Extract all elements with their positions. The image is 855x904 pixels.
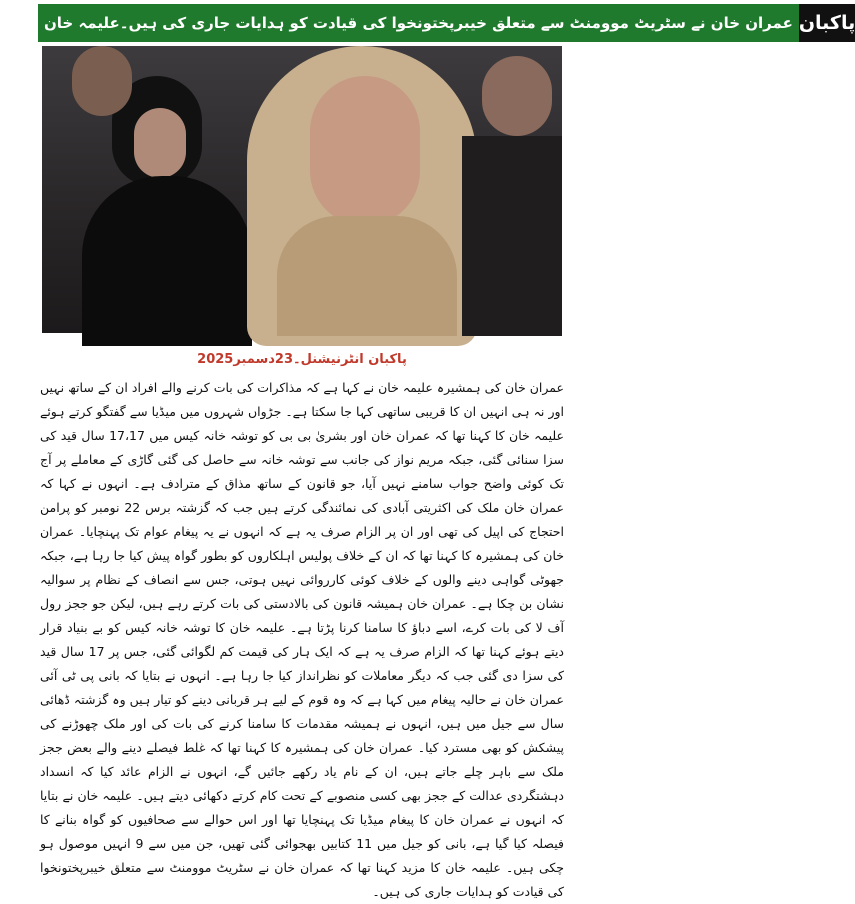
- photo-shawl-fold: [277, 216, 457, 336]
- news-photo: [42, 46, 562, 333]
- photo-body-right: [462, 136, 562, 336]
- photo-figure-back-left: [72, 46, 132, 116]
- photo-face-left: [134, 108, 186, 178]
- header-banner: [38, 4, 855, 42]
- brand-logo: پاکبان: [799, 4, 855, 42]
- headline: عمران خان نے سٹریٹ موومنٹ سے متعلق خیبرپختونخوا کی قیادت کو ہدایات جاری کی ہیں۔علیمہ خان: [38, 4, 799, 42]
- photo-face-center: [310, 76, 420, 226]
- photo-figure-right: [482, 56, 552, 136]
- article-body: عمران خان کی ہمشیرہ علیمہ خان نے کہا ہے کہ مذاکرات کی بات کرنے والے افراد ان کے ساتھ نہیں اور نہ ہی انہیں ان کا قریبی ساتھی کہا جا سکتا ہے۔ جڑواں شہروں میں میڈیا سے گفتگو کرتے ہوئے علیمہ خان کا کہنا تھا کہ عمران خان اور بشریٰ بی بی کو توشہ خانہ کیس میں 17،17 سال قید کی سزا سنائی گئی، جبکہ مریم نواز کی جانب سے توشہ خانہ سے حاصل کی گئی گاڑی کے معاملے پر آج تک کوئی واضح جواب سامنے نہیں آیا، جو قانون کے ساتھ مذاق کے مترادف ہے۔ انہوں نے کہا کہ عمران خان ملک کی اکثریتی آبادی کی نمائندگی کرتے ہیں جب کہ گزشتہ برس 22 نومبر کو پرامن احتجاج کی اپیل کی تھی اور ان پر الزام صرف یہ ہے کہ انہوں نے یہ پیغام عوام تک پہنچایا۔ عمران خان کی ہمشیرہ کا کہنا تھا کہ ان کے خلاف پولیس اہلکاروں کو بطور گواہ پیش کیا جا رہا ہے، جبکہ جھوٹی گواہی دینے والوں کے خلاف کوئی کارروائی نہیں ہوتی، جس سے انصاف کے نظام پر سوالیہ نشان بن چکا ہے۔ عمران خان ہمیشہ قانون کی بالادستی کی بات کرتے رہے ہیں، لیکن جو ججز رول آف لا کی بات کرے، اسے دباؤ کا سامنا کرنا پڑتا ہے۔ علیمہ خان کا توشہ خانہ کیس کو بے بنیاد قرار دیتے ہوئے کہنا تھا کہ الزام صرف یہ ہے کہ ایک ہار کی قیمت کم لگوائی گئی، جس پر 17 سال قید کی سزا دی گئی جب کہ دیگر معاملات کو نظرانداز کیا جا رہا ہے۔ انہوں نے بتایا کہ بانی پی ٹی آئی عمران خان نے حالیہ پیغام میں کہا ہے کہ وہ قوم کے لیے ہر قربانی دینے کو تیار ہیں وہ گزشتہ ڈھائی سال سے جیل میں ہیں، انہوں نے ہمیشہ مقدمات کا سامنا کرنے کی بات کی اور ملک چھوڑنے کی پیشکش کو بھی مسترد کیا۔ عمران خان کی ہمشیرہ کا کہنا تھا کہ غلط فیصلے دینے والے بعض ججز ملک سے باہر چلے جاتے ہیں، ان کے نام یاد رکھے جائیں گے، انہوں نے الزام عائد کیا کہ انسداد دہشتگردی عدالت کے ججز بھی کسی منصوبے کے تحت کام کرتے دکھائی دیتے ہیں۔ علیمہ خان نے بتایا کہ انہوں نے عمران خان کا پیغام میڈیا تک پہنچایا تھا اور اس حوالے سے صحافیوں کو گواہ بنانے کا فیصلہ کیا گیا ہے، بانی کو جیل میں 11 کتابیں بھجوائی گئی تھیں، جن میں سے 9 انہیں موصول ہو چکی ہیں۔ علیمہ خان کا مزید کہنا تھا کہ عمران خان نے سٹریٹ موومنٹ سے متعلق خیبرپختونخوا کی قیادت کو ہدایات جاری کی ہیں۔: [40, 380, 565, 899]
- photo-body-left: [82, 176, 252, 346]
- byline: پاکبان انٹرنیشنل۔23دسمبر2025: [197, 352, 407, 367]
